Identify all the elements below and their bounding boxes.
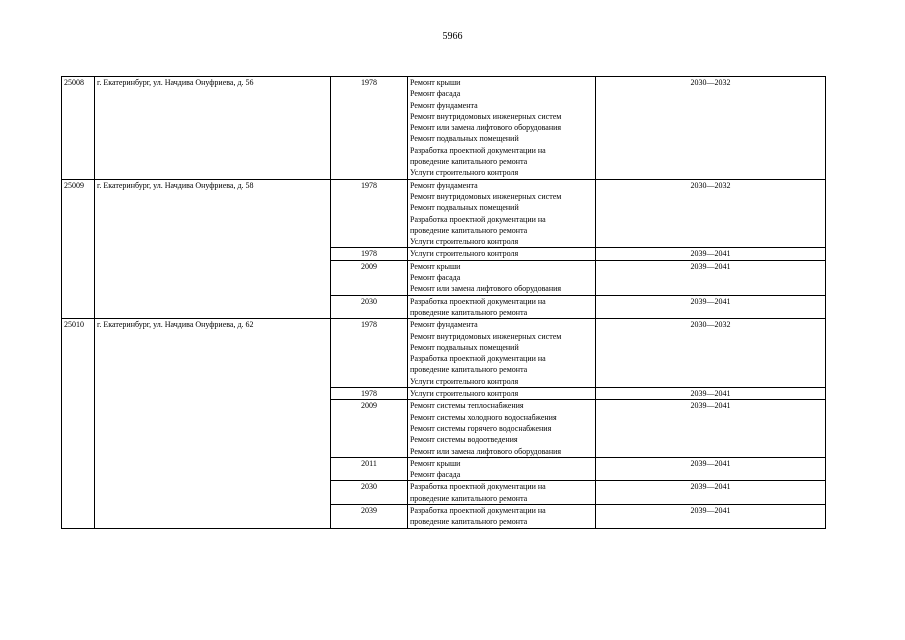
works-cell xyxy=(408,319,596,388)
year-cell: 1978 xyxy=(331,77,408,180)
work-item: Разработка проектной документации на xyxy=(410,354,546,364)
work-item: Ремонт системы горячего водоснабжения xyxy=(410,423,552,433)
work-item: Ремонт крыши xyxy=(410,261,461,271)
table-row xyxy=(62,77,826,180)
work-item: Ремонт внутридомовых инженерных систем xyxy=(410,111,562,121)
work-item: Ремонт системы водоотведения xyxy=(410,435,518,445)
work-item: Ремонт фасада xyxy=(410,470,461,480)
period-cell: 2039—2041 xyxy=(596,295,826,319)
work-item: Ремонт фасада xyxy=(410,89,461,99)
works-cell xyxy=(408,457,596,481)
work-item: Ремонт подвальных помещений xyxy=(410,134,519,144)
year-cell: 1978 xyxy=(331,388,408,400)
work-item: Разработка проектной документации на xyxy=(410,145,546,155)
work-item: Ремонт внутридомовых инженерных систем xyxy=(410,191,562,201)
work-item: проведение капитального ремонта xyxy=(410,307,528,317)
work-item: проведение капитального ремонта xyxy=(410,365,528,375)
work-item: Услуги строительного контроля xyxy=(410,389,519,399)
work-item: Услуги строительного контроля xyxy=(410,249,519,259)
works-cell xyxy=(408,481,596,505)
work-item: Разработка проектной документации на xyxy=(410,214,546,224)
house-id-cell: 25009 xyxy=(62,179,95,319)
period-cell: 2030—2032 xyxy=(596,179,826,248)
works-cell xyxy=(408,295,596,319)
address-cell: г. Екатеринбург, ул. Начдива Онуфриева, д. 56 xyxy=(95,77,331,180)
work-item: Ремонт или замена лифтового оборудования xyxy=(410,446,562,456)
period-cell: 2030—2032 xyxy=(596,77,826,180)
table-row xyxy=(62,319,826,388)
work-item: Разработка проектной документации на xyxy=(410,482,546,492)
work-item: Ремонт или замена лифтового оборудования xyxy=(410,123,562,133)
work-item: Ремонт или замена лифтового оборудования xyxy=(410,284,562,294)
work-item: Услуги строительного контроля xyxy=(410,168,519,178)
house-id-cell: 25010 xyxy=(62,319,95,528)
address-cell: г. Екатеринбург, ул. Начдива Онуфриева, д. 62 xyxy=(95,319,331,528)
works-cell xyxy=(408,388,596,400)
work-item: Ремонт подвальных помещений xyxy=(410,342,519,352)
period-cell: 2039—2041 xyxy=(596,504,826,528)
work-item: проведение капитального ремонта xyxy=(410,157,528,167)
period-cell: 2039—2041 xyxy=(596,260,826,295)
year-cell: 2030 xyxy=(331,481,408,505)
works-cell xyxy=(408,179,596,248)
year-cell: 1978 xyxy=(331,179,408,248)
year-cell: 2039 xyxy=(331,504,408,528)
house-id-cell: 25008 xyxy=(62,77,95,180)
works-cell xyxy=(408,248,596,260)
work-item: Услуги строительного контроля xyxy=(410,237,519,247)
year-cell: 2009 xyxy=(331,400,408,457)
work-item: Ремонт фундамента xyxy=(410,100,478,110)
capital-repair-table xyxy=(61,76,826,529)
table-body xyxy=(62,77,826,529)
work-item: Ремонт системы холодного водоснабжения xyxy=(410,412,557,422)
period-cell: 2039—2041 xyxy=(596,481,826,505)
work-item: Ремонт подвальных помещений xyxy=(410,203,519,213)
works-cell xyxy=(408,504,596,528)
period-cell: 2039—2041 xyxy=(596,248,826,260)
work-item: Ремонт крыши xyxy=(410,78,461,87)
year-cell: 2011 xyxy=(331,457,408,481)
work-item: Ремонт крыши xyxy=(410,458,461,468)
work-item: Ремонт внутридомовых инженерных систем xyxy=(410,331,562,341)
page-number: 5966 xyxy=(442,31,463,42)
period-cell: 2030—2032 xyxy=(596,319,826,388)
work-item: Разработка проектной документации на xyxy=(410,505,546,515)
table-row xyxy=(62,179,826,248)
work-item: Ремонт фундамента xyxy=(410,320,478,330)
work-item: проведение капитального ремонта xyxy=(410,225,528,235)
year-cell: 1978 xyxy=(331,248,408,260)
address-cell: г. Екатеринбург, ул. Начдива Онуфриева, д. 58 xyxy=(95,179,331,319)
work-item: Разработка проектной документации на xyxy=(410,296,546,306)
work-item: проведение капитального ремонта xyxy=(410,517,528,527)
year-cell: 1978 xyxy=(331,319,408,388)
work-item: проведение капитального ремонта xyxy=(410,493,528,503)
work-item: Услуги строительного контроля xyxy=(410,376,519,386)
year-cell: 2030 xyxy=(331,295,408,319)
period-cell: 2039—2041 xyxy=(596,457,826,481)
works-cell xyxy=(408,260,596,295)
work-item: Ремонт фундамента xyxy=(410,180,478,190)
period-cell: 2039—2041 xyxy=(596,400,826,457)
year-cell: 2009 xyxy=(331,260,408,295)
work-item: Ремонт системы теплоснабжения xyxy=(410,401,524,411)
works-cell xyxy=(408,77,596,180)
works-cell xyxy=(408,400,596,457)
period-cell: 2039—2041 xyxy=(596,388,826,400)
work-item: Ремонт фасада xyxy=(410,273,461,283)
